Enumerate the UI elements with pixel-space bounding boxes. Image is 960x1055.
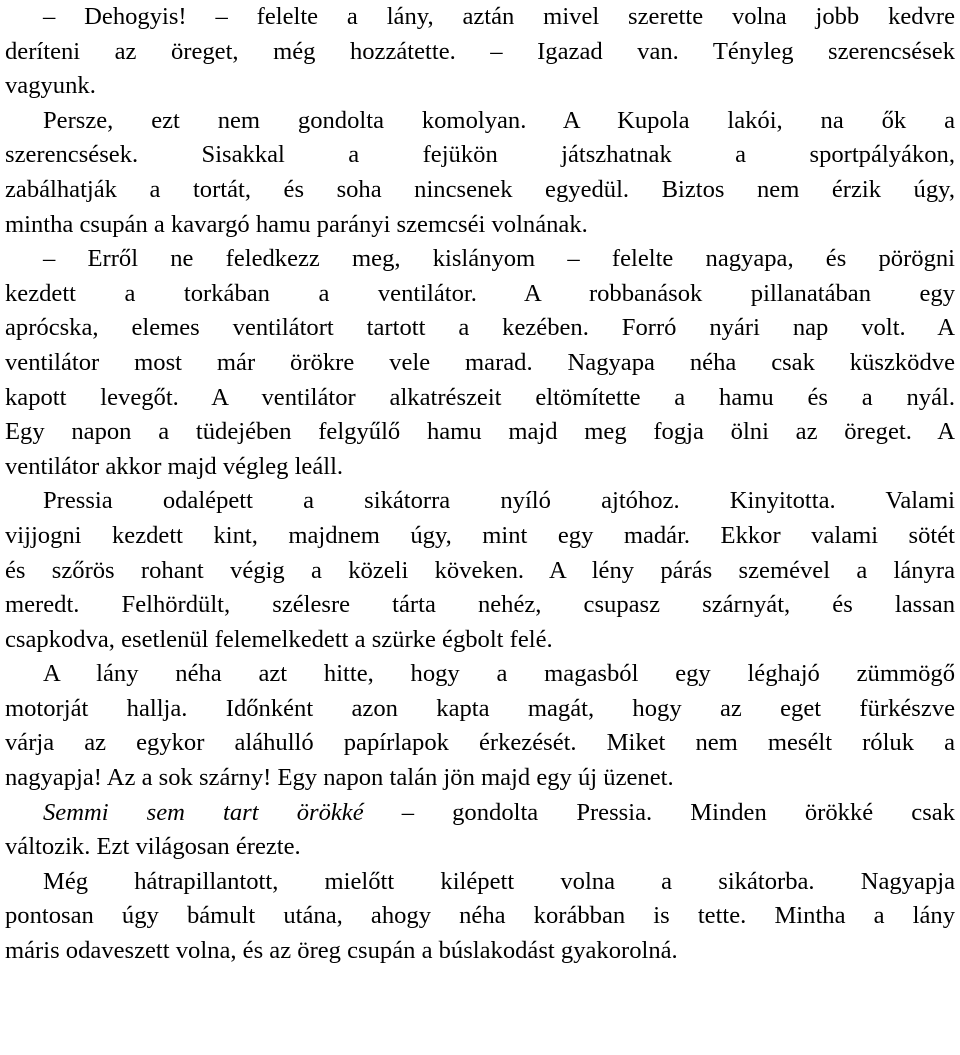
line-text: A lány néha azt hitte, hogy a magasból egy léghajó zümmögő xyxy=(43,660,955,688)
text-line xyxy=(5,484,955,519)
line-text: és szőrös rohant végig a közeli köveken. A lény párás szemével a lányra xyxy=(5,556,955,584)
text-line xyxy=(5,796,955,831)
text-line xyxy=(5,35,955,70)
text-line xyxy=(5,173,955,208)
line-text: Egy napon a tüdejében felgyűlő hamu majd meg fogja ölni az öreget. A xyxy=(5,418,955,446)
text-line xyxy=(5,899,955,934)
text-line xyxy=(5,450,955,485)
line-text: zabálhatják a tortát, és soha nincsenek egyedül. Biztos nem érzik úgy, xyxy=(5,175,955,203)
text-line xyxy=(5,554,955,589)
text-line xyxy=(5,830,955,865)
text-line xyxy=(5,692,955,727)
text-line xyxy=(5,277,955,312)
text-line xyxy=(5,346,955,381)
line-text: – Dehogyis! – felelte a lány, aztán mivel szerette volna jobb kedvre xyxy=(43,3,955,30)
line-text: motorját hallja. Időnként azon kapta magát, hogy az eget fürkészve xyxy=(5,694,955,722)
line-text: aprócska, elemes ventilátort tartott a kezében. Forró nyári nap volt. A xyxy=(5,314,955,342)
line-text: ventilátor akkor majd végleg leáll. xyxy=(5,452,344,480)
text-line xyxy=(5,934,955,969)
text-line xyxy=(5,657,955,692)
line-text: szerencsések. Sisakkal a fejükön játszhatnak a sportpályákon, xyxy=(5,141,955,169)
line-text: változik. Ezt világosan érezte. xyxy=(5,833,301,861)
line-text: – gondolta Pressia. Minden örökké csak xyxy=(363,798,955,826)
text-line xyxy=(5,208,955,243)
text-line xyxy=(5,588,955,623)
line-text: csapkodva, esetlenül felemelkedett a szürke égbolt felé. xyxy=(5,625,553,653)
line-text: pontosan úgy bámult utána, ahogy néha korábban is tette. Mintha a lány xyxy=(5,902,955,930)
line-text: máris odaveszett volna, és az öreg csupán a búslakodást gyakorolná. xyxy=(5,937,678,965)
text-line xyxy=(5,761,955,796)
text-line xyxy=(5,415,955,450)
line-text: kezdett a torkában a ventilátor. A robbanások pillanatában egy xyxy=(5,279,955,307)
text-line xyxy=(5,865,955,900)
line-text: nagyapja! Az a sok szárny! Egy napon talán jön majd egy új üzenet. xyxy=(5,764,674,792)
text-line xyxy=(5,242,955,277)
line-text: ventilátor most már örökre vele marad. Nagyapa néha csak küszködve xyxy=(5,348,955,376)
text-line xyxy=(5,138,955,173)
line-text: deríteni az öreget, még hozzátette. – Igazad van. Tényleg szerencsések xyxy=(5,37,955,65)
line-text: – Erről ne feledkezz meg, kislányom – felelte nagyapa, és pörögni xyxy=(43,245,955,273)
text-body xyxy=(5,0,955,969)
line-text: vagyunk. xyxy=(5,72,96,100)
text-line xyxy=(5,726,955,761)
line-text: kapott levegőt. A ventilátor alkatrészeit eltömítette a hamu és a nyál. xyxy=(5,383,955,411)
text-line xyxy=(5,381,955,416)
italic-phrase: Semmi sem tart örökké xyxy=(43,798,364,826)
line-text: Pressia odalépett a sikátorra nyíló ajtóhoz. Kinyitotta. Valami xyxy=(43,487,955,515)
line-text: mintha csupán a kavargó hamu parányi szemcséi volnának. xyxy=(5,210,588,238)
line-text: meredt. Felhördült, szélesre tárta nehéz, csupasz szárnyát, és lassan xyxy=(5,591,955,619)
text-line xyxy=(5,0,955,35)
document-page xyxy=(5,0,955,969)
text-line xyxy=(5,519,955,554)
line-text: Persze, ezt nem gondolta komolyan. A Kupola lakói, na ők a xyxy=(43,106,955,134)
line-text: Még hátrapillantott, mielőtt kilépett volna a sikátorba. Nagyapja xyxy=(43,867,955,895)
text-line xyxy=(5,623,955,658)
text-line xyxy=(5,311,955,346)
text-line xyxy=(5,104,955,139)
text-line xyxy=(5,69,955,104)
line-text: vijjogni kezdett kint, majdnem úgy, mint egy madár. Ekkor valami sötét xyxy=(5,521,955,549)
line-text: várja az egykor aláhulló papírlapok érkezését. Miket nem mesélt róluk a xyxy=(5,729,955,757)
